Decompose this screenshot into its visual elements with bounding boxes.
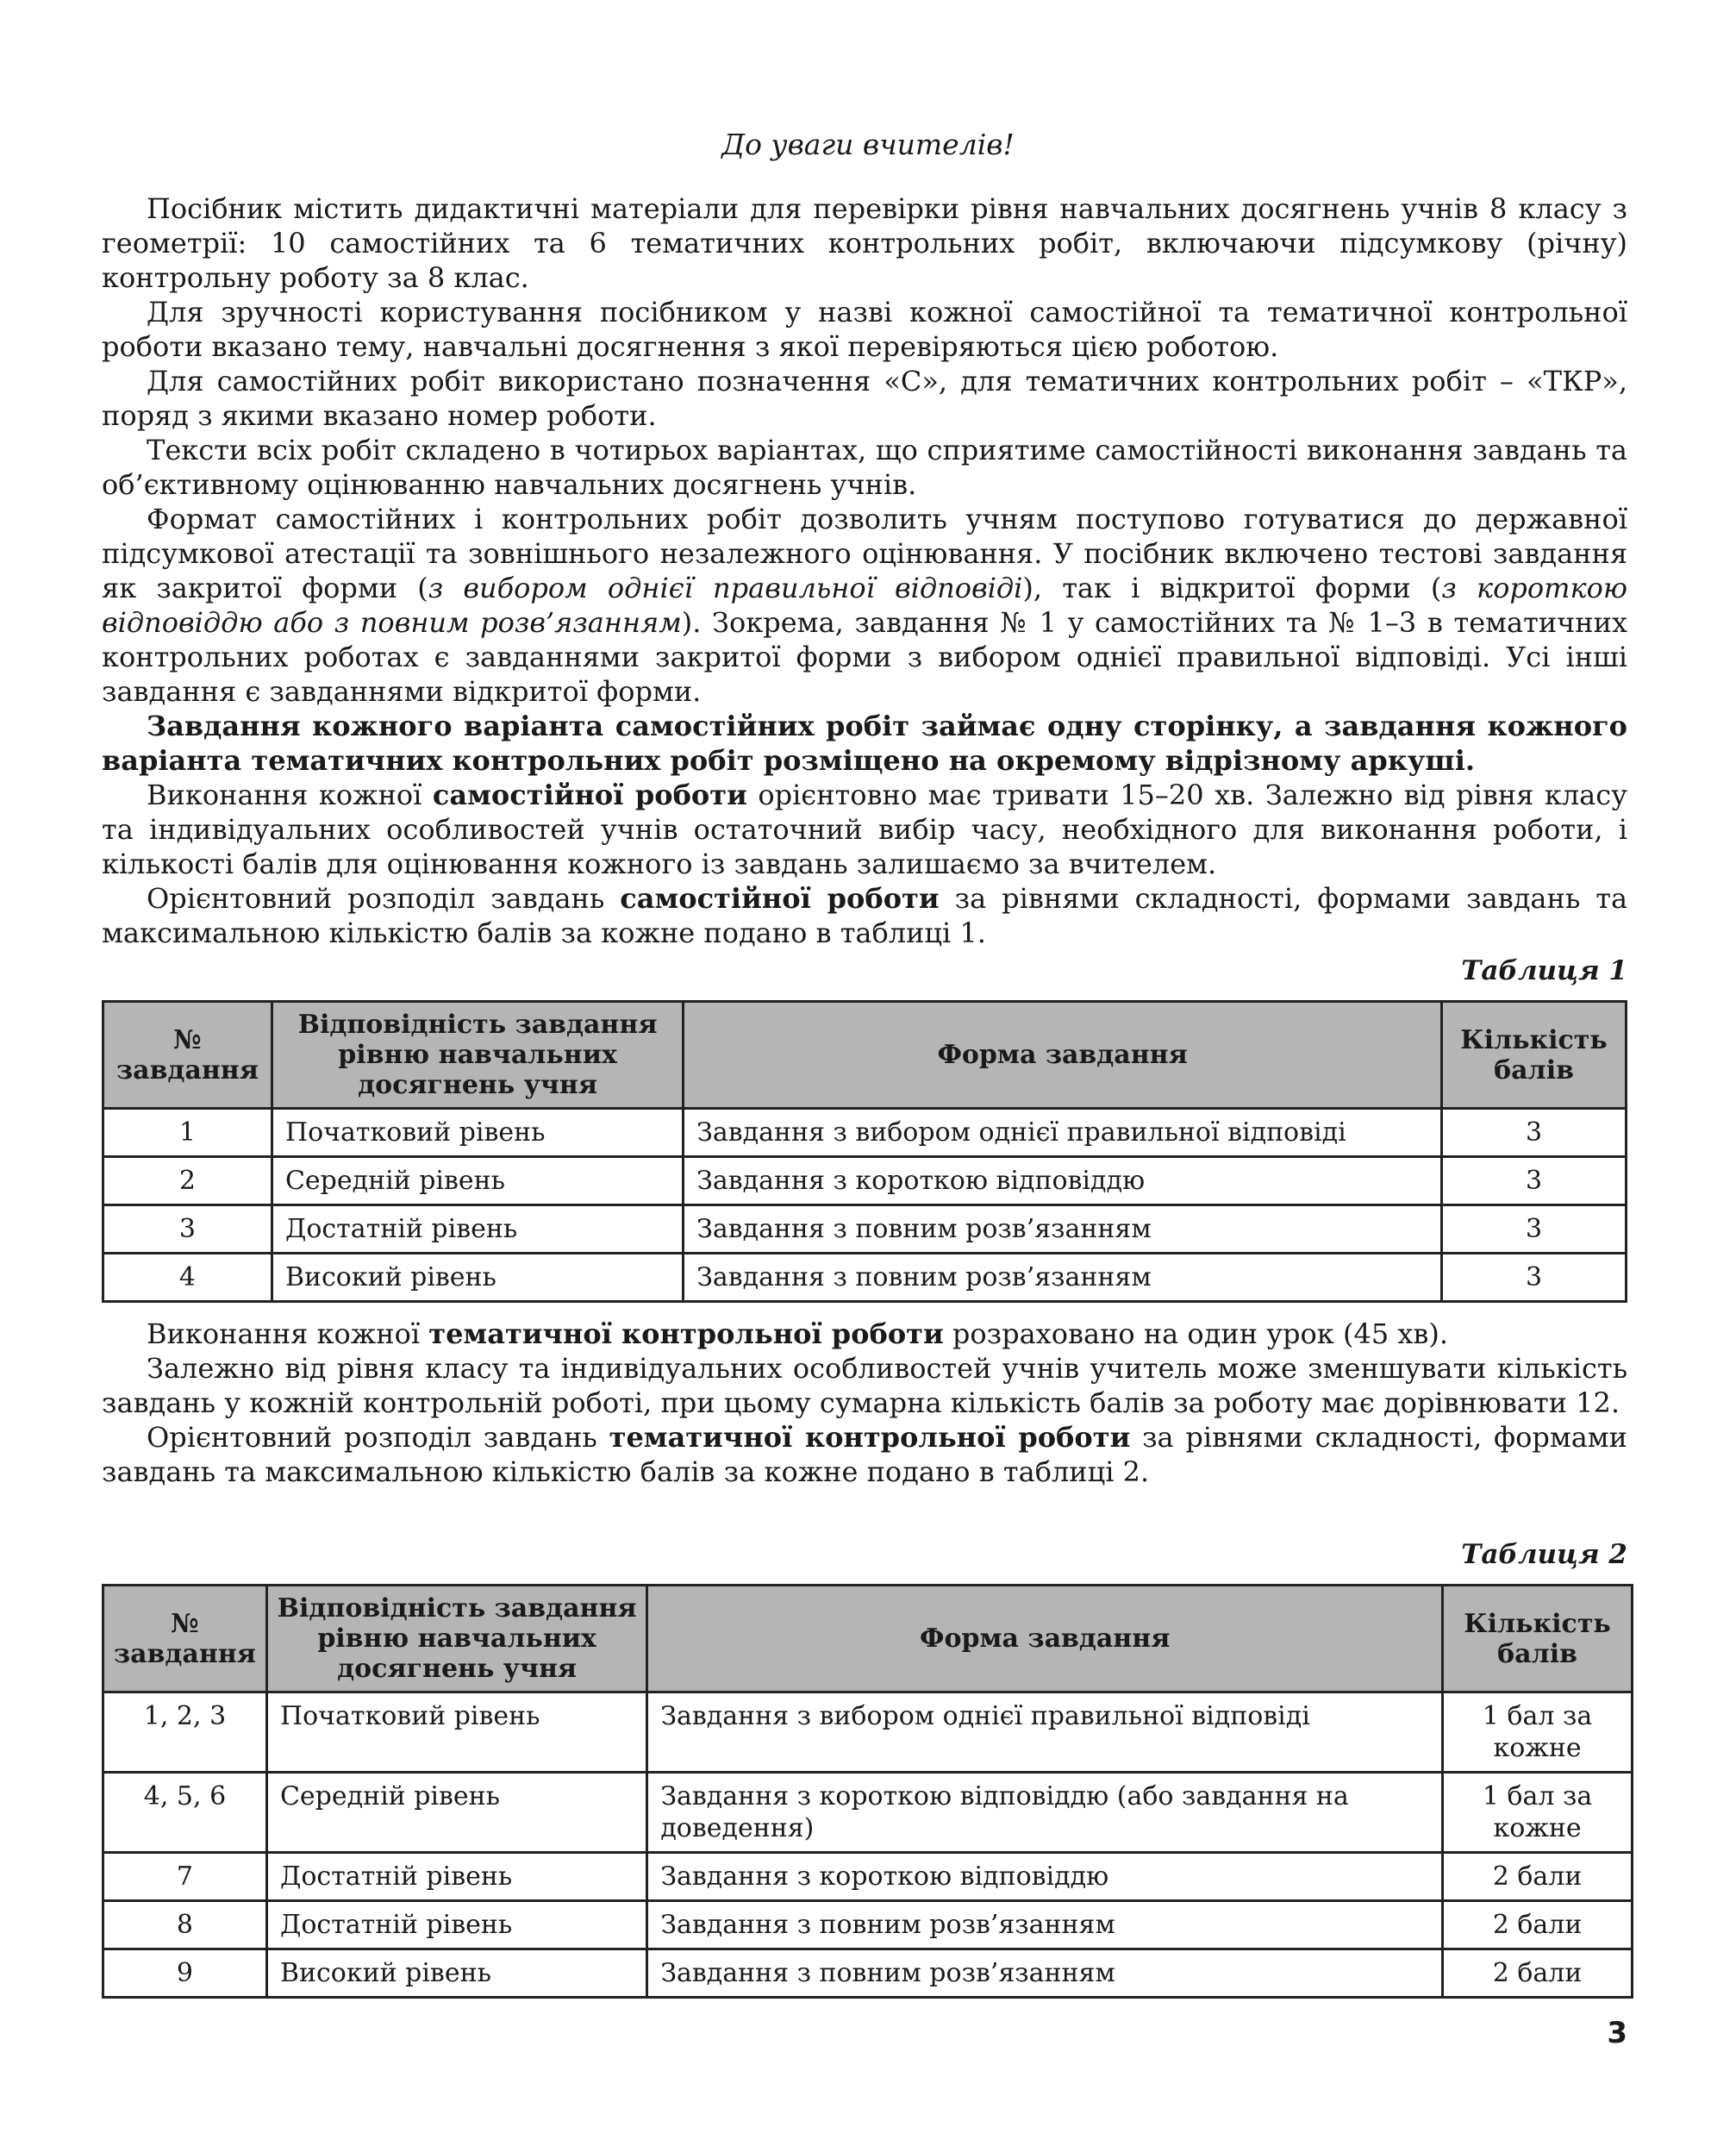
table-row	[103, 1949, 1633, 1998]
table-cell: Початковий рівень	[272, 1109, 683, 1157]
table1	[102, 1000, 1627, 1303]
table-cell: 4	[103, 1254, 272, 1302]
paragraph-bold: Завдання кожного варіанта самостійних робіт займає одну сторінку, а завдання кожного варіанта тематичних контрольних робіт розміщено на окремому відрізному аркуші.	[102, 710, 1627, 777]
table-row	[103, 1157, 1627, 1205]
table-cell: 1	[103, 1109, 272, 1157]
table2-header-row	[103, 1586, 1633, 1692]
paragraph: Для зручності користування посібником у назві кожної самостійної та тематичної контрольної роботи вказано тему, навчальні досягнення з якої перевіряються цією роботою.	[102, 296, 1627, 363]
text-run: Виконання кожної	[147, 1317, 429, 1350]
table-cell: 3	[103, 1205, 272, 1254]
table-cell: 4, 5, 6	[103, 1773, 267, 1853]
text-run-italic: з короткою відповіддю або з повним розв’язанням	[102, 572, 1628, 639]
table1-header-row	[103, 1002, 1627, 1109]
table-cell: Високий рівень	[266, 1949, 646, 1998]
paragraph	[102, 881, 1627, 950]
table-cell: Завдання з короткою відповіддю	[684, 1157, 1442, 1205]
table-cell: Завдання з вибором однієї правильної відповіді	[684, 1109, 1442, 1157]
table-cell: Високий рівень	[272, 1254, 683, 1302]
table-cell: 1 бал за кожне	[1443, 1692, 1633, 1773]
text-run: за рівнями складності, формами завдань та максимальною кількістю балів за кожне подано в таблиці 1.	[102, 882, 1628, 949]
table-cell: 3	[1442, 1254, 1627, 1302]
header-cell: Відповідність завдання рівню навчальних досягнень учня	[272, 1002, 683, 1109]
text-run: Виконання кожної	[147, 779, 433, 811]
paragraph	[102, 778, 1627, 881]
table-cell: Достатній рівень	[272, 1205, 683, 1254]
table2-caption: Таблиця 2	[1461, 1539, 1627, 1570]
header-cell: Кількість балів	[1442, 1002, 1627, 1109]
table-cell: 7	[103, 1853, 267, 1901]
header-cell: Форма завдання	[647, 1586, 1443, 1692]
table-cell: Завдання з повним розв’язанням	[684, 1254, 1442, 1302]
table-row	[103, 1692, 1633, 1773]
paragraph: Посібник містить дидактичні матеріали для перевірки рівня навчальних досягнень учнів 8 класу з геометрії: 10 самостійних та 6 тематичних контрольних робіт, включаючи підсумкову (річну) контрольну роботу за 8 клас.	[102, 192, 1627, 294]
table-cell: 2	[103, 1157, 272, 1205]
table-cell: Завдання з повним розв’язанням	[647, 1901, 1443, 1949]
table-row	[103, 1773, 1633, 1853]
table-cell: 2 бали	[1443, 1949, 1633, 1998]
page-number: 3	[1607, 2016, 1627, 2050]
paragraph	[102, 1420, 1627, 1489]
page-heading: До уваги вчителів!	[721, 128, 1015, 161]
text-run: Орієнтовний розподіл завдань	[147, 1421, 609, 1454]
text-run-bold: тематичної контрольної роботи	[428, 1317, 944, 1350]
table1-caption: Таблиця 1	[1461, 955, 1627, 986]
table-cell: 2 бали	[1443, 1901, 1633, 1949]
table-cell: 1 бал за кожне	[1443, 1773, 1633, 1853]
table-cell: 8	[103, 1901, 267, 1949]
table-cell: 1, 2, 3	[103, 1692, 267, 1773]
table-row	[103, 1205, 1627, 1254]
intro-text	[102, 191, 1627, 950]
table-cell: Достатній рівень	[266, 1853, 646, 1901]
table-row	[103, 1853, 1633, 1901]
table-cell: 2 бали	[1443, 1853, 1633, 1901]
text-run-italic: з вибором однієї правильної відповіді	[428, 572, 1023, 604]
table-cell: 3	[1442, 1109, 1627, 1157]
text-run: за рівнями складності, формами завдань та максимальною кількістю балів за кожне подано в таблиці 2.	[102, 1421, 1627, 1488]
table2	[102, 1584, 1633, 1999]
table-cell: 9	[103, 1949, 267, 1998]
table-cell: Початковий рівень	[266, 1692, 646, 1773]
table-cell: 3	[1442, 1157, 1627, 1205]
text-run: орієнтовно має тривати 15–20 хв. Залежно від рівня класу та індивідуальних особливостей учнів остаточний вибір часу, необхідного для виконання роботи, і кількості балів для оцінювання кожного із завдань залишаємо за вчителем.	[102, 779, 1627, 880]
table-cell: Середній рівень	[272, 1157, 683, 1205]
table-cell: Завдання з повним розв’язанням	[684, 1205, 1442, 1254]
table-cell: Завдання з повним розв’язанням	[647, 1949, 1443, 1998]
table-cell: Достатній рівень	[266, 1901, 646, 1949]
paragraph: Для самостійних робіт використано позначення «С», для тематичних контрольних робіт – «ТКР», поряд з якими вказано номер роботи.	[102, 365, 1627, 432]
text-run: ), так і відкритої форми (	[1022, 572, 1442, 604]
header-cell: № завдання	[103, 1002, 272, 1109]
table-row	[103, 1254, 1627, 1302]
paragraph	[102, 502, 1627, 709]
paragraph	[102, 1317, 1627, 1351]
table-row	[103, 1109, 1627, 1157]
header-cell: № завдання	[103, 1586, 267, 1692]
paragraph: Тексти всіх робіт складено в чотирьох варіантах, що сприятиме самостійності виконання завдань та об’єктивному оцінюванню навчальних досягнень учнів.	[102, 434, 1627, 501]
middle-text	[102, 1317, 1627, 1489]
header-cell: Відповідність завдання рівню навчальних досягнень учня	[266, 1586, 646, 1692]
table-cell: Завдання з короткою відповіддю	[647, 1853, 1443, 1901]
text-run-bold: самостійної роботи	[620, 882, 940, 915]
paragraph: Залежно від рівня класу та індивідуальних особливостей учнів учитель може зменшувати кількість завдань у кожній контрольній роботі, при цьому сумарна кількість балів за роботу має дорівнювати 12.	[102, 1352, 1627, 1419]
text-run: Формат самостійних і контрольних робіт дозволить учням поступово готуватися до державної підсумкової атестації та зовнішнього незалежного оцінювання. У посібник включено тестові завдання як закритої форми (	[102, 503, 1627, 604]
text-run: ). Зокрема, завдання № 1 у самостійних та № 1–3 в тематичних контрольних роботах є завданнями закритої форми з вибором однієї правильної відповіді. Усі інші завдання є завданнями відкритої форми.	[102, 606, 1628, 708]
text-run-bold: тематичної контрольної роботи	[609, 1421, 1131, 1454]
table-cell: Завдання з короткою відповіддю (або завдання на доведення)	[647, 1773, 1443, 1853]
text-run: розраховано на один урок (45 хв).	[943, 1317, 1449, 1350]
table-cell: Завдання з вибором однієї правильної відповіді	[647, 1692, 1443, 1773]
text-run: Орієнтовний розподіл завдань	[147, 882, 621, 915]
table-cell: Середній рівень	[266, 1773, 646, 1853]
header-cell: Кількість балів	[1443, 1586, 1633, 1692]
text-run-bold: самостійної роботи	[432, 779, 747, 811]
table-cell: 3	[1442, 1205, 1627, 1254]
table-row	[103, 1901, 1633, 1949]
header-cell: Форма завдання	[684, 1002, 1442, 1109]
